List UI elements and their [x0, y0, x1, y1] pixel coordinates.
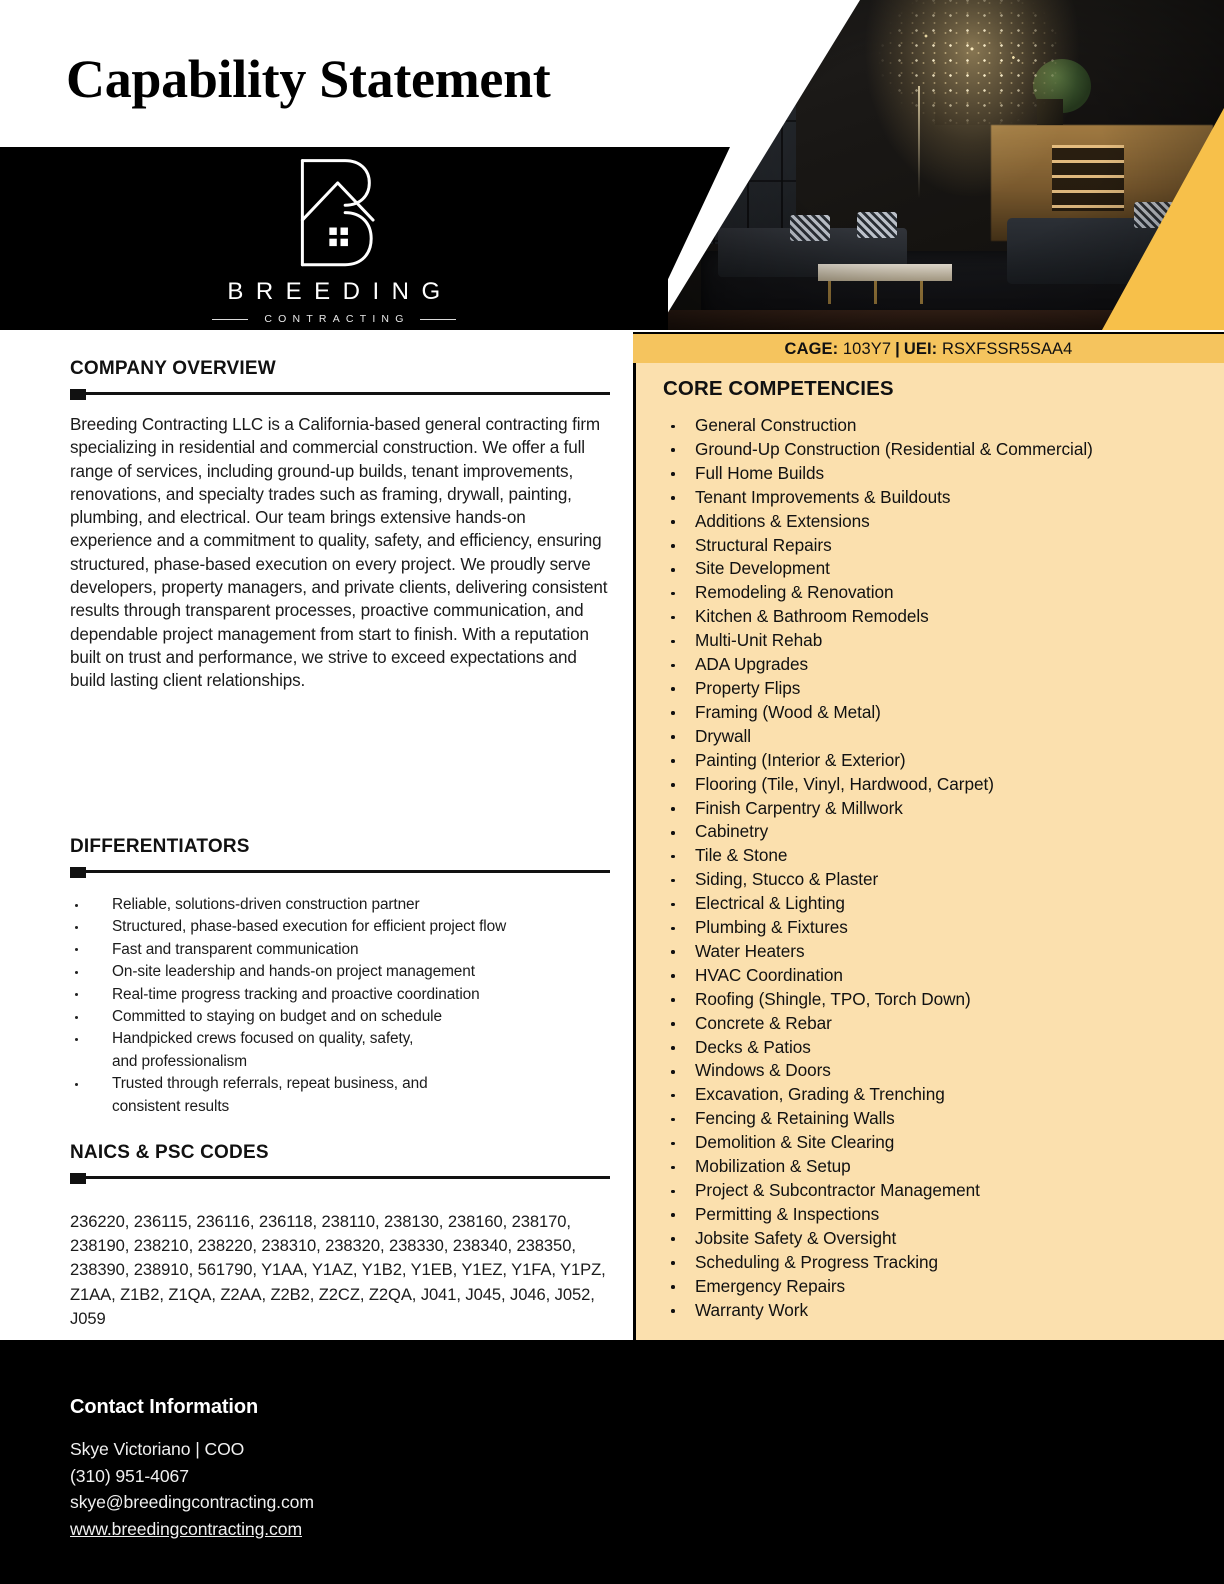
- core-competency-item: Drywall: [663, 725, 1213, 749]
- core-competency-item: Emergency Repairs: [663, 1275, 1213, 1299]
- footer: [0, 1340, 1224, 1584]
- logo-tagline-row: [212, 313, 455, 325]
- core-competency-item: Full Home Builds: [663, 462, 1213, 486]
- core-competency-item: Multi-Unit Rehab: [663, 629, 1213, 653]
- differentiator-item: Reliable, solutions-driven construction partner: [70, 894, 610, 916]
- core-competency-item: Siding, Stucco & Plaster: [663, 868, 1213, 892]
- core-competency-item: Scheduling & Progress Tracking: [663, 1251, 1213, 1275]
- logo-rule-left: [212, 319, 248, 320]
- core-competency-item: Flooring (Tile, Vinyl, Hardwood, Carpet): [663, 773, 1213, 797]
- core-competency-item: Ground-Up Construction (Residential & Commercial): [663, 438, 1213, 462]
- contact-phone[interactable]: (310) 951-4067: [70, 1465, 189, 1486]
- logo-rule-right: [420, 319, 456, 320]
- core-competency-item: Tile & Stone: [663, 844, 1213, 868]
- cage-uei-separator: |: [895, 340, 900, 358]
- differentiator-item: Handpicked crews focused on quality, safety,: [70, 1028, 610, 1050]
- company-logo: [0, 155, 668, 325]
- core-competency-item: Finish Carpentry & Millwork: [663, 797, 1213, 821]
- core-competency-item: Decks & Patios: [663, 1036, 1213, 1060]
- differentiator-item: Structured, phase-based execution for efficient project flow: [70, 916, 610, 938]
- rule-bar: [83, 1176, 610, 1179]
- differentiators-section: [70, 836, 610, 1118]
- breeding-house-b-logo-icon: [288, 155, 380, 274]
- core-competency-item: Cabinetry: [663, 820, 1213, 844]
- core-competency-item: Electrical & Lighting: [663, 892, 1213, 916]
- differentiators-heading: DIFFERENTIATORS: [70, 836, 250, 857]
- uei-value: RSXFSSR5SAA4: [941, 340, 1073, 358]
- core-competency-item: Jobsite Safety & Oversight: [663, 1227, 1213, 1251]
- core-competency-item: Windows & Doors: [663, 1059, 1213, 1083]
- core-competency-item: Concrete & Rebar: [663, 1012, 1213, 1036]
- core-competency-item: Water Heaters: [663, 940, 1213, 964]
- differentiator-item-continuation: consistent results: [112, 1097, 230, 1115]
- rule-bar: [83, 392, 610, 395]
- core-competency-item: Roofing (Shingle, TPO, Torch Down): [663, 988, 1213, 1012]
- core-competency-item: Property Flips: [663, 677, 1213, 701]
- core-competency-item: Permitting & Inspections: [663, 1203, 1213, 1227]
- naics-psc-heading: NAICS & PSC CODES: [70, 1142, 269, 1163]
- company-overview-rule: [70, 386, 610, 400]
- core-competencies-heading: CORE COMPETENCIES: [663, 377, 894, 400]
- cage-label: CAGE:: [784, 340, 839, 358]
- core-competency-item: Site Development: [663, 557, 1213, 581]
- differentiators-rule: [70, 864, 610, 878]
- core-competency-item: ADA Upgrades: [663, 653, 1213, 677]
- contact-website[interactable]: www.breedingcontracting.com: [70, 1518, 302, 1539]
- company-overview-section: [70, 358, 610, 693]
- differentiator-item: Trusted through referrals, repeat business, and: [70, 1073, 610, 1095]
- core-competency-item: Plumbing & Fixtures: [663, 916, 1213, 940]
- core-competency-item: Demolition & Site Clearing: [663, 1131, 1213, 1155]
- core-competency-item: Kitchen & Bathroom Remodels: [663, 605, 1213, 629]
- core-competency-item: Warranty Work: [663, 1299, 1213, 1323]
- differentiator-item: Committed to staying on budget and on schedule: [70, 1006, 610, 1028]
- logo-wordmark: BREEDING: [227, 278, 453, 305]
- core-competencies-panel: [633, 363, 1224, 1340]
- core-competency-item: HVAC Coordination: [663, 964, 1213, 988]
- naics-psc-codes: 236220, 236115, 236116, 236118, 238110, 238130, 238160, 238170, 238190, 238210, 238220, 238310, 238320, 238330, 238340, 238350, 238390, 238910, 561790, Y1AA, Y1AZ, Y1B2, Y1EB, Y1EZ, Y1FA, Y1PZ, Z1AA, Z1B2, Z1QA, Z2AA, Z2B2, Z2CZ, Z2QA, J041, J045, J046, J052, J059: [70, 1212, 606, 1328]
- contact-email[interactable]: skye@breedingcontracting.com: [70, 1492, 314, 1513]
- contact-details: [70, 1436, 314, 1542]
- contact-name-title: Skye Victoriano | COO: [70, 1439, 245, 1459]
- cage-value: 103Y7: [842, 340, 892, 358]
- core-competency-item: Structural Repairs: [663, 534, 1213, 558]
- naics-psc-section: [70, 1142, 610, 1331]
- naics-psc-rule: [70, 1170, 610, 1184]
- logo-tagline: CONTRACTING: [264, 313, 410, 325]
- core-competencies-list: [663, 414, 1213, 1322]
- differentiator-item-continuation: and professionalism: [112, 1052, 247, 1070]
- differentiator-item: Fast and transparent communication: [70, 939, 610, 961]
- rule-bar: [83, 870, 610, 873]
- core-competency-item: Tenant Improvements & Buildouts: [663, 486, 1213, 510]
- core-competency-item: General Construction: [663, 414, 1213, 438]
- core-competency-item: Remodeling & Renovation: [663, 581, 1213, 605]
- differentiator-item: On-site leadership and hands-on project management: [70, 961, 610, 983]
- uei-label: UEI:: [903, 340, 938, 358]
- core-competency-item: Excavation, Grading & Trenching: [663, 1083, 1213, 1107]
- differentiator-item: Real-time progress tracking and proactive coordination: [70, 984, 610, 1006]
- company-overview-body: Breeding Contracting LLC is a California-based general contracting firm specializing in residential and commercial construction. We offer a full range of services, including ground-up builds, tenant improvements, renovations, and specialty trades such as framing, drywall, painting, plumbing, and electrical. Our team brings extensive hands-on experience and a commitment to quality, safety, and efficiency, ensuring structured, phase-based execution on every project. We proudly serve developers, property managers, and private clients, delivering consistent results through transparent processes, proactive communication, and dependable project management from start to finish. With a reputation built on trust and performance, we strive to exceed expectations and build lasting client relationships.: [70, 415, 608, 691]
- core-competency-item: Project & Subcontractor Management: [663, 1179, 1213, 1203]
- core-competency-item: Mobilization & Setup: [663, 1155, 1213, 1179]
- company-overview-heading: COMPANY OVERVIEW: [70, 358, 276, 379]
- core-competency-item: Painting (Interior & Exterior): [663, 749, 1213, 773]
- contact-heading: Contact Information: [70, 1396, 259, 1418]
- differentiators-list: [70, 894, 610, 1118]
- core-competency-item: Additions & Extensions: [663, 510, 1213, 534]
- cage-uei-bar: [633, 332, 1224, 367]
- core-competency-item: Fencing & Retaining Walls: [663, 1107, 1213, 1131]
- core-competency-item: Framing (Wood & Metal): [663, 701, 1213, 725]
- page-title: Capability Statement: [66, 49, 551, 109]
